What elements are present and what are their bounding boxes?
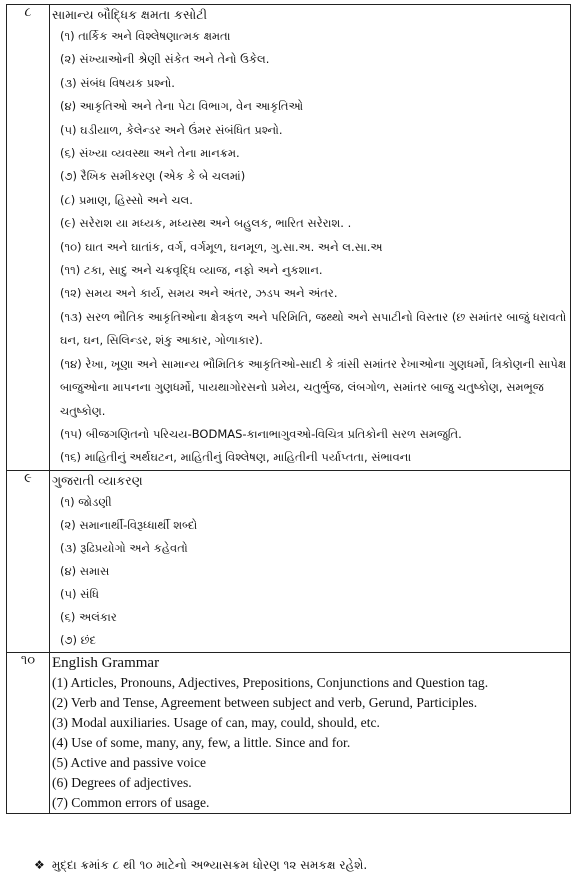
topic-item: (૧૪) રેખા, ખૂણા અને સામાન્ય ભૌમિતિક આકૃતિઓ-સાદી કે ત્રાંસી સમાંતર રેખાઓના ગુણધર્મો, ત્રિકોણની સાપેક્ષ બાજુઓના માપનના ગુણધર્મો, પાયથાગોરસનો પ્રમેય, ચતુર્ભુજ, લંબગોળ, સમાંતર બાજુ ચતુષ્કોણ, સમભૂજ ચતુષ્કોણ. bbox=[60, 356, 567, 418]
section-number: ૯ bbox=[7, 470, 50, 652]
topic-item: (૧૩) સરળ ભૌતિક આકૃતિઓના ક્ષેત્રફળ અને પરિમિતિ, જથ્થો અને સપાટીનો વિસ્તાર (છ સમાંતર બાજું ધરાવતો ઘન, ઘન, સિલિન્ડર, શંકુ આકાર, ગોળાકાર). bbox=[60, 309, 567, 348]
section-content bbox=[50, 470, 571, 652]
topic-item: (૭) છંદ bbox=[60, 632, 96, 647]
topic-item: (૧૦) ઘાત અને ઘાતાંક, વર્ગ, વર્ગમૂળ, ઘનમૂળ, ગુ.સા.અ. અને લ.સા.અ bbox=[60, 239, 383, 254]
section-number: ૧૦ bbox=[7, 652, 50, 813]
topic-list bbox=[50, 25, 570, 470]
topic-item: (૨) સંખ્યાઓની શ્રેણી સંકેત અને તેનો ઉકેલ. bbox=[60, 52, 270, 67]
topic-item: (૪) આકૃતિઓ અને તેના પેટા વિભાગ, વેન આકૃતિઓ bbox=[60, 99, 304, 114]
section-number: ૮ bbox=[7, 5, 50, 471]
topic-item: (2) Verb and Tense, Agreement between subject and verb, Gerund, Participles. bbox=[52, 694, 478, 710]
section-row bbox=[7, 5, 571, 471]
topic-item: (5) Active and passive voice bbox=[52, 754, 207, 770]
diamond-bullet-icon: ❖ bbox=[34, 858, 45, 872]
topic-item: (૫) સંધિ bbox=[60, 586, 99, 601]
section-row bbox=[7, 652, 571, 813]
topic-item: (૯) સરેરાશ યા મધ્યક, મધ્યસ્થ અને બહુલક, ભારિત સરેરાશ. . bbox=[60, 216, 352, 231]
topic-item: (૧૨) સમય અને કાર્ય, સમય અને અંતર, ઝડપ અને અંતર. bbox=[60, 286, 338, 301]
topic-item: (1) Articles, Pronouns, Adjectives, Prepositions, Conjunctions and Question tag. bbox=[52, 674, 489, 690]
topic-item: (૧) જોડણી bbox=[60, 494, 112, 509]
topic-item: (7) Common errors of usage. bbox=[52, 794, 210, 810]
footnote bbox=[34, 858, 367, 873]
topic-item: (૧૬) માહિતીનું અર્થઘટન, માહિતીનું વિશ્લેષણ, માહિતીની પર્યાપ્તતા, સંભાવના bbox=[60, 450, 412, 465]
syllabus-table bbox=[6, 4, 571, 814]
footnote-text: મુદ્દા ક્રમાંક ૮ થી ૧૦ માટેનો અભ્યાસક્રમ ધોરણ ૧૨ સમકક્ષ રહેશે. bbox=[51, 858, 368, 872]
topic-list bbox=[50, 673, 570, 813]
section-row bbox=[7, 470, 571, 652]
section-title: ગુજરાતી વ્યાકરણ bbox=[52, 472, 143, 488]
topic-item: (૩) સંબંધ વિષયક પ્રશ્નો. bbox=[60, 75, 175, 90]
topic-item: (4) Use of some, many, any, few, a little. Since and for. bbox=[52, 734, 351, 750]
section-title: સામાન્ય બૌદ્ધિક ક્ષમતા કસોટી bbox=[52, 7, 208, 22]
section-content bbox=[50, 652, 571, 813]
topic-item: (3) Modal auxiliaries. Usage of can, may, could, should, etc. bbox=[52, 714, 380, 730]
topic-item: (૪) સમાસ bbox=[60, 563, 110, 578]
topic-item: (૫) ઘડીયાળ, કેલેન્ડર અને ઉંમર સંબંધિત પ્રશ્નો. bbox=[60, 122, 283, 137]
topic-item: (૨) સમાનાર્થી-વિરૂધ્ધાર્થી શબ્દો bbox=[60, 517, 198, 532]
topic-item: (6) Degrees of adjectives. bbox=[52, 774, 192, 790]
topic-item: (૭) રૈખિક સમીકરણ (એક કે બે ચલમાં) bbox=[60, 169, 246, 184]
section-content bbox=[50, 5, 571, 471]
topic-item: (૬) અલંકાર bbox=[60, 609, 117, 624]
topic-item: (૮) પ્રમાણ, હિસ્સો અને ચલ. bbox=[60, 192, 193, 207]
topic-item: (૩) રૂઢિપ્રયોગો અને કહેવતો bbox=[60, 540, 188, 555]
topic-item: (૬) સંખ્યા વ્યવસ્થા અને તેના માનક્રમ. bbox=[60, 146, 240, 161]
topic-item: (૧૧) ટકા, સાદુ અને ચક્રવૃદ્ધિ વ્યાજ, નફો અને નુકશાન. bbox=[60, 263, 323, 278]
topic-list bbox=[50, 491, 570, 652]
section-title: English Grammar bbox=[52, 654, 160, 671]
topic-item: (૧૫) બીજગણિતનો પરિચય-BODMAS-કાનાભાગુવઓ-વિચિત્ર પ્રતિકોની સરળ સમજુતિ. bbox=[60, 426, 462, 441]
topic-item: (૧) તાર્કિક અને વિશ્લેષણાત્મક ક્ષમતા bbox=[60, 29, 231, 43]
